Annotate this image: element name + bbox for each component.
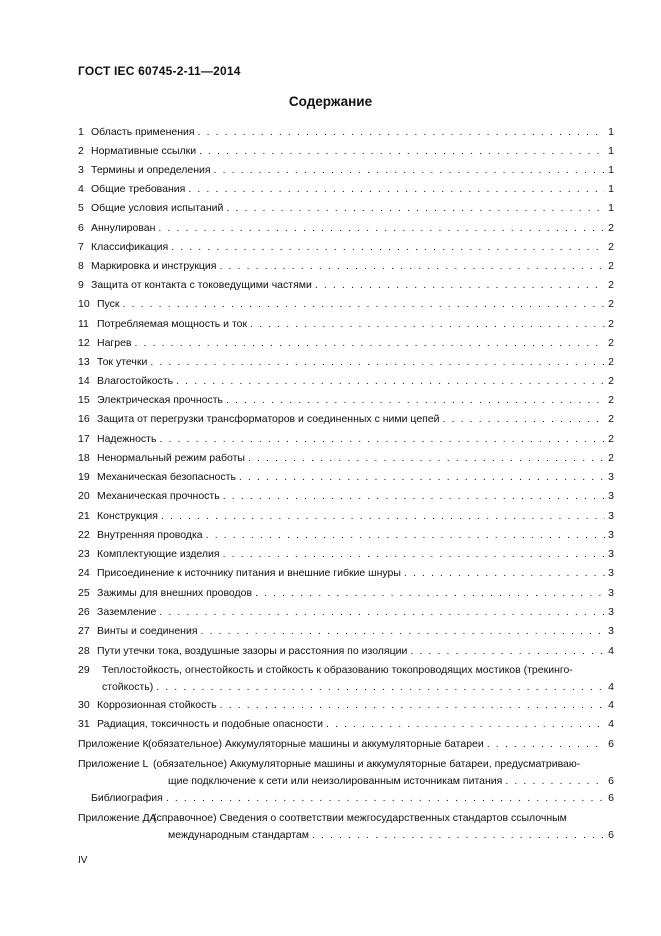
dot-leader	[135, 337, 605, 350]
dot-leader	[198, 126, 605, 139]
toc-entry[interactable]	[78, 260, 614, 273]
dot-leader	[404, 567, 605, 580]
toc-entry-label: Общие условия испытаний	[91, 202, 224, 214]
dot-leader	[166, 792, 605, 805]
dot-leader	[312, 829, 605, 842]
toc-entry-number: 5	[78, 202, 84, 214]
toc-entry[interactable]	[78, 699, 614, 712]
toc-entry-label: Надежность	[97, 433, 157, 445]
toc-entry[interactable]	[78, 318, 614, 331]
toc-entry-number: 15	[78, 394, 90, 406]
toc-entry-number: 24	[78, 567, 90, 579]
toc-entry-page: 1	[608, 145, 614, 157]
toc-entry[interactable]	[78, 625, 614, 638]
toc-entry[interactable]	[78, 356, 614, 369]
dot-leader	[206, 529, 605, 542]
toc-entry-label: Библиография	[91, 792, 163, 804]
toc-entry-page: 3	[608, 606, 614, 618]
toc-entry-number: 13	[78, 356, 90, 368]
toc-entry[interactable]	[78, 645, 614, 658]
toc-entry-page: 4	[608, 681, 614, 693]
toc-entry-page: 2	[608, 433, 614, 445]
toc-entry-number: 12	[78, 337, 90, 349]
dot-leader	[158, 222, 605, 235]
toc-entry[interactable]	[78, 606, 614, 619]
dot-leader	[226, 394, 605, 407]
toc-entry-page: 2	[608, 337, 614, 349]
toc-entry[interactable]	[78, 298, 614, 311]
toc-entry-page: 3	[608, 548, 614, 560]
toc-entry-label: Ток утечки	[97, 356, 148, 368]
toc-entry-page: 2	[608, 452, 614, 464]
toc-entry-page: 2	[608, 241, 614, 253]
toc-entry-page: 1	[608, 202, 614, 214]
toc-entry-label: Теплостойкость, огнестойкость и стойкость к образованию токопроводящих мостиков (трекинго-	[102, 664, 573, 676]
toc-entry-page: 2	[608, 298, 614, 310]
toc-entry-page: 3	[608, 529, 614, 541]
toc-entry-number: 8	[78, 260, 84, 272]
toc-entry-number: 7	[78, 241, 84, 253]
dot-leader	[176, 375, 605, 388]
dot-leader	[219, 260, 605, 273]
toc-entry-page: 2	[608, 279, 614, 291]
toc-entry-label: Область применения	[91, 126, 195, 138]
toc-entry-label: (справочное) Сведения о соответствии межгосударственных стандартов ссылочным	[153, 812, 567, 824]
toc-entry-page: 2	[608, 356, 614, 368]
toc-entry[interactable]	[78, 183, 614, 196]
dot-leader	[250, 318, 605, 331]
dot-leader	[239, 471, 605, 484]
toc-entry[interactable]	[78, 222, 614, 235]
toc-entry-number: 3	[78, 164, 84, 176]
toc-entry-label: Влагостойкость	[97, 375, 174, 387]
toc-entry-number: Приложение L	[78, 758, 149, 770]
toc-entry-label: Заземление	[97, 606, 157, 618]
toc-entry[interactable]	[78, 394, 614, 407]
toc-entry[interactable]	[78, 145, 614, 158]
toc-entry-number: 23	[78, 548, 90, 560]
toc-entry-number: 17	[78, 433, 90, 445]
toc-entry-label: Общие требования	[91, 183, 186, 195]
toc-entry-number: 10	[78, 298, 90, 310]
dot-leader	[220, 699, 605, 712]
toc-heading: Содержание	[288, 94, 373, 109]
toc-entry[interactable]	[78, 490, 614, 503]
toc-entry-number: 2	[78, 145, 84, 157]
toc-entry-number: 20	[78, 490, 90, 502]
dot-leader	[255, 587, 605, 600]
dot-leader	[223, 548, 605, 561]
toc-entry-page: 2	[608, 260, 614, 272]
toc-entry-label: Механическая прочность	[97, 490, 220, 502]
toc-entry-number: 1	[78, 126, 84, 138]
toc-entry-page: 1	[608, 183, 614, 195]
toc-entry[interactable]	[78, 758, 614, 788]
toc-entry[interactable]	[78, 202, 614, 215]
dot-leader	[443, 413, 605, 426]
toc-entry-label: Конструкция	[97, 510, 158, 522]
toc-entry-number: 28	[78, 645, 90, 657]
toc-entry[interactable]	[78, 164, 614, 177]
toc-entry-number: 27	[78, 625, 90, 637]
toc-entry-label: Механическая безопасность	[97, 471, 236, 483]
toc-entry-label: Ненормальный режим работы	[97, 452, 245, 464]
dot-leader	[199, 145, 605, 158]
toc-entry-label: Нагрев	[97, 337, 132, 349]
toc-entry[interactable]	[78, 792, 614, 805]
toc-entry-number: 21	[78, 510, 90, 522]
dot-leader	[159, 433, 605, 446]
dot-leader	[223, 490, 605, 503]
toc-entry-number: 22	[78, 529, 90, 541]
toc-entry[interactable]	[78, 413, 614, 426]
dot-leader	[226, 202, 605, 215]
toc-entry-label: Электрическая прочность	[97, 394, 223, 406]
toc-entry-number: 6	[78, 222, 84, 234]
toc-entry[interactable]	[78, 279, 614, 292]
toc-entry[interactable]	[78, 510, 614, 523]
toc-entry-page: 6	[608, 775, 614, 787]
toc-entry-number: 11	[78, 318, 89, 330]
toc-entry-label: Коррозионная стойкость	[97, 699, 217, 711]
toc-entry-page: 2	[608, 375, 614, 387]
toc-entry[interactable]	[78, 375, 614, 388]
toc-entry[interactable]	[78, 471, 614, 484]
toc-entry-page: 3	[608, 471, 614, 483]
toc-entry-page: 1	[608, 164, 614, 176]
dot-leader	[326, 718, 605, 731]
toc-entry-number: 9	[78, 279, 84, 291]
toc-entry-page: 6	[608, 829, 614, 841]
toc-entry-number: 4	[78, 183, 84, 195]
toc-entry-label: Пуск	[97, 298, 120, 310]
toc-entry-page: 3	[608, 567, 614, 579]
toc-entry-label: Нормативные ссылки	[91, 145, 197, 157]
toc-entry[interactable]	[78, 738, 614, 751]
toc-entry-label-continued: международным стандартам	[168, 829, 309, 841]
toc-entry-page: 3	[608, 490, 614, 502]
toc-entry-label: Зажимы для внешних проводов	[97, 587, 253, 599]
toc-entry-page: 6	[608, 792, 614, 804]
toc-entry-label: Защита от контакта с токоведущими частями	[91, 279, 312, 291]
dot-leader	[159, 606, 605, 619]
toc-entry-page: 4	[608, 718, 614, 730]
toc-entry-number: 31	[78, 718, 90, 730]
page-number: IV	[78, 855, 88, 866]
toc-entry-label: (обязательное) Аккумуляторные машины и аккумуляторные батареи, предусматриваю-	[153, 758, 581, 770]
toc-entry-page: 2	[608, 222, 614, 234]
toc-entry-page: 3	[608, 625, 614, 637]
toc-entry-label: Аннулирован	[91, 222, 156, 234]
toc-entry-label: Защита от перегрузки трансформаторов и соединенных с ними цепей	[97, 413, 440, 425]
toc-entry-label: Пути утечки тока, воздушные зазоры и расстояния по изоляции	[97, 645, 408, 657]
toc-entry[interactable]	[78, 664, 614, 694]
toc-entry[interactable]	[78, 587, 614, 600]
dot-leader	[505, 775, 605, 788]
dot-leader	[156, 681, 605, 694]
toc-entry[interactable]	[78, 567, 614, 580]
toc-entry-page: 2	[608, 413, 614, 425]
toc-entry-label: Радиация, токсичность и подобные опасности	[97, 718, 323, 730]
toc-entry-page: 2	[608, 318, 614, 330]
toc-entry-page: 3	[608, 510, 614, 522]
toc-entry-label: Присоединение к источнику питания и внешние гибкие шнуры	[97, 567, 401, 579]
toc-entry-page: 2	[608, 394, 614, 406]
toc-entry-page: 4	[608, 699, 614, 711]
dot-leader	[161, 510, 605, 523]
toc-entry[interactable]	[78, 337, 614, 350]
toc-entry-label: Потребляемая мощность и ток	[97, 318, 248, 330]
toc-entry-number: 14	[78, 375, 90, 387]
toc-entry-page: 6	[608, 738, 614, 750]
toc-entry-number: 30	[78, 699, 90, 711]
toc-entry-page: 3	[608, 587, 614, 599]
toc-entry-number: 29	[78, 664, 90, 676]
toc-entry[interactable]	[78, 529, 614, 542]
toc-entry-page: 4	[608, 645, 614, 657]
toc-entry-number: 16	[78, 413, 90, 425]
toc-entry-label-continued: щие подключение к сети или неизолированным источникам питания	[168, 775, 503, 787]
toc-entry[interactable]	[78, 433, 614, 446]
toc-entry-label: Комплектующие изделия	[97, 548, 220, 560]
toc-entry[interactable]	[78, 241, 614, 254]
dot-leader	[188, 183, 605, 196]
toc-entry-label-continued: стойкость)	[102, 681, 154, 693]
dot-leader	[410, 645, 605, 658]
toc-entry-label: (обязательное) Аккумуляторные машины и аккумуляторные батареи	[148, 738, 484, 750]
document-identifier: ГОСТ IEC 60745-2-11—2014	[78, 64, 241, 78]
dot-leader	[248, 452, 605, 465]
toc-entry[interactable]	[78, 718, 614, 731]
dot-leader	[171, 241, 605, 254]
toc-entry[interactable]	[78, 812, 614, 842]
toc-entry-label: Внутренняя проводка	[97, 529, 203, 541]
toc-entry-number: Приложение ДА	[78, 812, 157, 824]
toc-entry-number: 26	[78, 606, 90, 618]
toc-entry-label: Термины и определения	[91, 164, 211, 176]
toc-entry-number: 18	[78, 452, 90, 464]
dot-leader	[123, 298, 605, 311]
toc-entry[interactable]	[78, 548, 614, 561]
toc-entry-label: Маркировка и инструкция	[91, 260, 217, 272]
dot-leader	[315, 279, 605, 292]
toc-entry-number: Приложение К	[78, 738, 149, 750]
dot-leader	[150, 356, 605, 369]
toc-entry-label: Винты и соединения	[97, 625, 198, 637]
dot-leader	[487, 738, 605, 751]
toc-entry-page: 1	[608, 126, 614, 138]
toc-entry-number: 19	[78, 471, 90, 483]
toc-entry-number: 25	[78, 587, 90, 599]
toc-entry[interactable]	[78, 126, 614, 139]
dot-leader	[201, 625, 605, 638]
toc-entry[interactable]	[78, 452, 614, 465]
dot-leader	[214, 164, 605, 177]
toc-entry-label: Классификация	[91, 241, 169, 253]
